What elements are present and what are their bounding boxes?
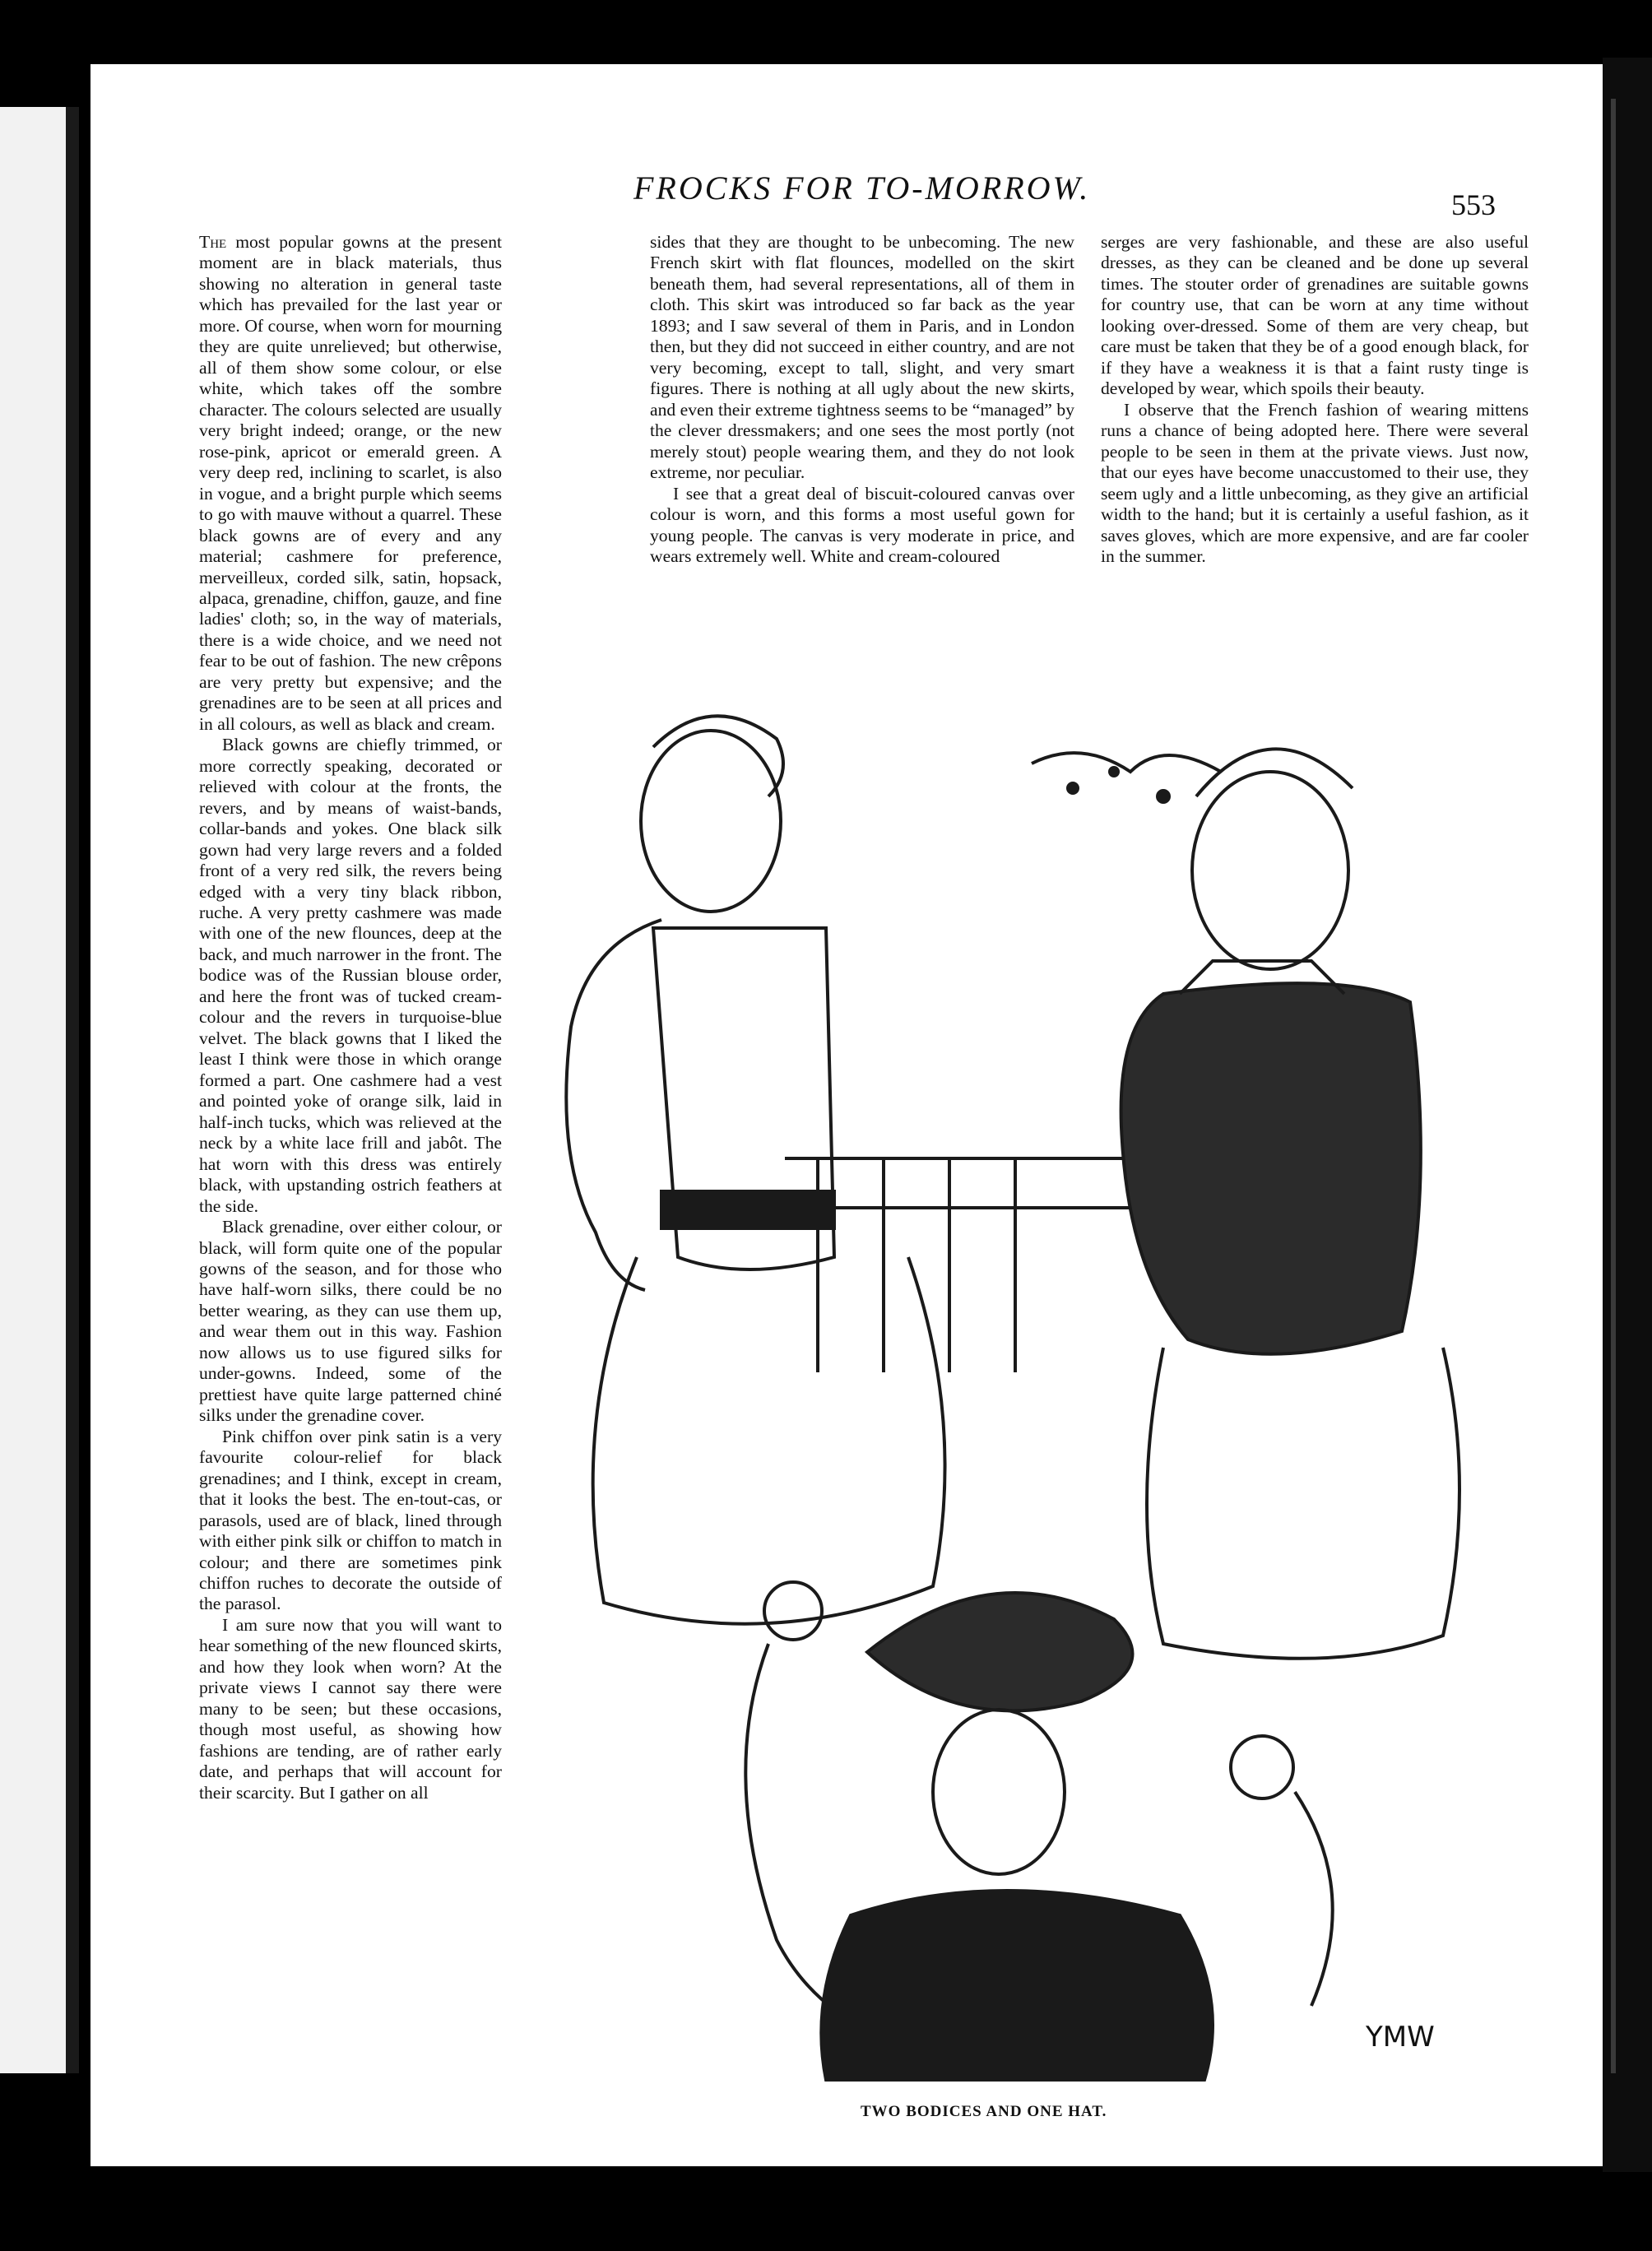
article-column-1 [199, 232, 502, 1803]
paragraph-3: Black grenadine, over either colour, or black, will form quite one of the popular gowns of the season, and for those who have half-worn silks, there could be no better wearing, as they can use them up, and wear them out in this way. Fashion now allows us to use figured silks for under-gowns. Indeed, some of the prettiest have quite large patterned chiné silks under the grenadine cover. [199, 1217, 502, 1426]
left-woman-belt [661, 1191, 834, 1228]
page-number: 553 [1451, 188, 1496, 221]
left-page-edge [0, 107, 76, 2073]
spine-edge-line [1611, 99, 1616, 2073]
paragraph-2: Black gowns are chiefly trimmed, or more correctly speaking, decorated or relieved with colour at the fronts, the revers, and by means of waist-bands, collar-bands and yokes. One black silk gown had very large revers and a folded front of a very red silk, the revers being edged with a very tiny black ribbon, ruche. A very pretty cashmere was made with one of the new flounces, deep at the back, and much narrower in the front. The bodice was of the Russian blouse order, and here the front was of tucked cream-colour and the revers in turquoise-blue velvet. The black gowns that I liked the least I think were those in which orange formed a part. One cashmere had a vest and pointed yoke of orange silk, laid in half-inch tucks, which was relieved at the neck by a white lace frill and jabôt. The hat worn with this dress was entirely black, with upstanding ostrich feathers at the side. [199, 735, 502, 1216]
illustration-caption: TWO BODICES AND ONE HAT. [861, 2103, 1107, 2120]
book-spine-right [1603, 58, 1652, 2172]
paragraph-6: sides that they are thought to be unbecoming. The new French skirt with flat flounces, modelled on the skirt beneath them, had several representations, all of them in cloth. This skirt was introduced so far back as the year 1893; and I saw several of them in Paris, and in London then, but they did not succeed in either country, and are not very becoming, except to tall, slight, and very smart figures. There is nothing at all ugly about the new skirts, and even their extreme tightness seems to be “managed” by the clever dressmakers; and one sees the most portly (not merely stout) people wearing them, and they do not look extreme, nor peculiar. [650, 232, 1074, 483]
hat-woman-bodice [821, 1891, 1213, 2080]
paragraph-5: I am sure now that you will want to hear something of the new flounced skirts, and how they look when worn? At the private views I cannot say there were many to be seen; but these occasions, though most useful, as showing how fashions are tending, are of rather early date, and perhaps that will account for their scarcity. But I gather on all [199, 1614, 502, 1803]
right-woman-bodice [1121, 983, 1421, 1354]
paragraph-7: I see that a great deal of biscuit-coloured canvas over colour is worn, and this forms a most useful gown for young people. The canvas is very moderate in price, and wears extremely well. White and cream-coloured [650, 483, 1074, 567]
paragraph-4: Pink chiffon over pink satin is a very favourite colour-relief for black grenadines; and I think, except in cream, that it looks the best. The en-tout-cas, or parasols, used are of black, lined through with either pink silk or chiffon to match in colour; and there are sometimes pink chiffon ruches to decorate the outside of the parasol. [199, 1426, 502, 1614]
fashion-illustration [538, 698, 1499, 2105]
artist-signature: YMW [1366, 2021, 1435, 2054]
paragraph-1 [199, 232, 502, 735]
book-gutter-left [66, 107, 79, 2073]
paragraph-8: serges are very fashionable, and these are also useful dresses, as they can be cleaned and be done up several times. The stouter order of grenadines are suitable gowns for country use, that can be worn at any time without looking over-dressed. Some of them are very cheap, but care must be taken that they be of a good enough black, for if they have a weakness it is that a faint rusty tinge is developed by wear, which spoils their beauty. [1101, 232, 1529, 399]
running-title: FROCKS FOR TO-MORROW. [633, 169, 1091, 207]
article-column-2 [650, 232, 1074, 568]
paragraph-1-text: most popular gowns at the present moment are in black materials, thus showing no alteration in general taste which has prevailed for the last year or more. Of course, when worn for mourning they are quite unrelieved; but otherwise, all of them show some colour, or else white, which takes off the sombre character. The colours selected are usually very bright indeed; orange, or the new rose-pink, apricot or emerald green. A very deep red, inclining to scarlet, is also in vogue, and a bright purple which seems to go with mauve without a quarrel. These black gowns are of every and any material; cashmere for preference, merveilleux, corded silk, satin, hopsack, alpaca, grenadine, chiffon, gauze, and fine ladies' cloth; so, in the way of materials, there is a wide choice, and we need not fear to be out of fashion. The new crêpons are very pretty but expensive; and the grenadines are to be seen at all prices and in all colours, as well as black and cream. [199, 232, 502, 734]
lead-word: The [199, 232, 227, 252]
paragraph-9: I observe that the French fashion of wearing mittens runs a chance of being adopted here. There were several people to be seen in them at the private views. Just now, that our eyes have become unaccustomed to their use, they seem ugly and a little unbecoming, as they give an artificial width to the hand; but it is certainly a useful fashion, as it saves gloves, which are more expensive, and are far cooler in the summer. [1101, 399, 1529, 567]
article-column-3 [1101, 232, 1529, 568]
